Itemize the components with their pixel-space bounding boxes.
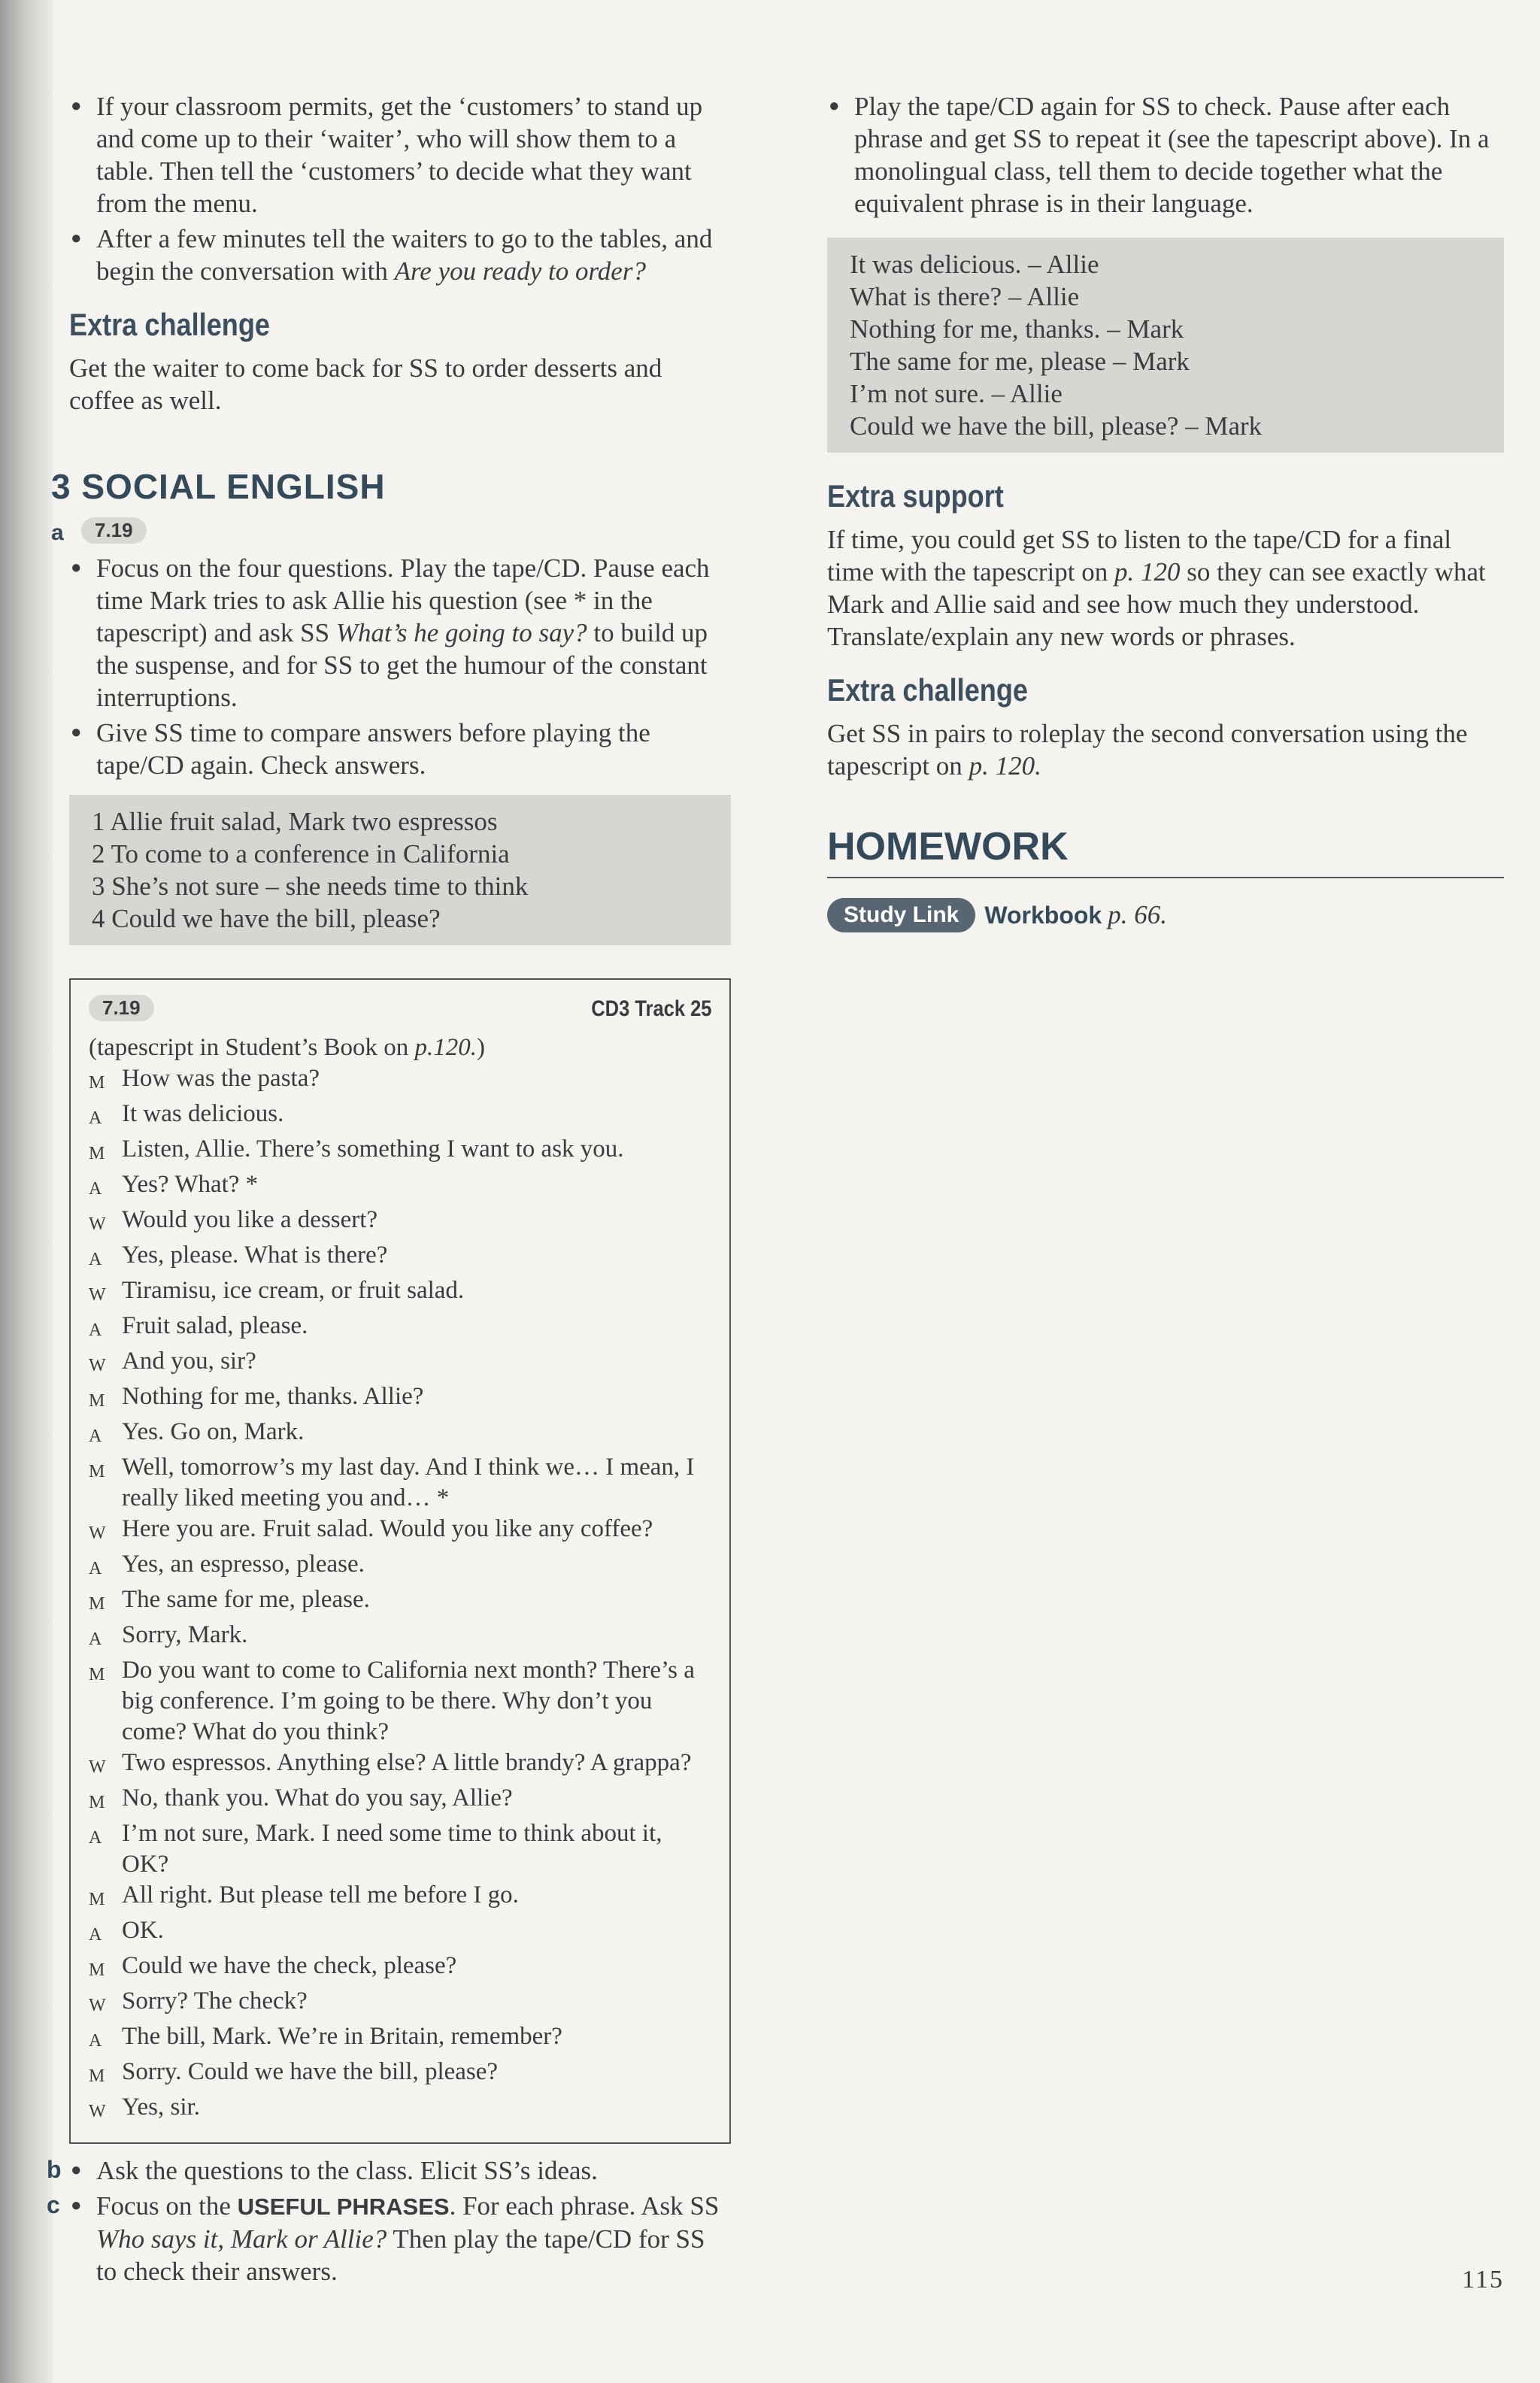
speaker-label: M: [89, 1960, 106, 1980]
sub-b-letter: b: [47, 2156, 62, 2183]
speaker-text: Yes, an espresso, please.: [122, 1551, 365, 1578]
tapescript-line: [89, 1818, 711, 1880]
speaker-label: A: [89, 1179, 103, 1199]
tapescript-line: [89, 1915, 711, 1951]
sub-b-bullet: ● Ask the questions to the class. Elicit SS’s ideas.: [69, 2154, 731, 2187]
tapescript-line: [89, 2057, 711, 2092]
speaker-label: A: [89, 1630, 103, 1649]
speaker-label: A: [89, 1925, 103, 1945]
speaker-label: W: [89, 2102, 107, 2121]
speaker-text: It was delicious.: [122, 1100, 284, 1127]
tapescript-cd-track: CD3 Track 25: [590, 996, 711, 1021]
workbook-page: p. 66.: [1108, 900, 1167, 929]
right-bullet-1: ● Play the tape/CD again for SS to check. Pause after each phrase and get SS to repeat it (see the tapescript above). In a monolingual class, tell them to decide together what the equivalent phrase is in their language.: [827, 90, 1504, 220]
tapescript-lines: [89, 1063, 711, 2127]
sub-b: [47, 2154, 731, 2187]
social-english-bullets: [69, 552, 731, 781]
tapescript-header: [89, 993, 711, 1029]
tapescript-line: [89, 1584, 711, 1620]
sub-a-row: [51, 514, 731, 552]
social-bullet-2: ● Give SS time to compare answers before playing the tape/CD again. Check answers.: [69, 717, 731, 781]
homework-heading: HOMEWORK: [827, 824, 1504, 878]
tapescript-line: [89, 1346, 711, 1381]
speaker-label: M: [89, 1793, 106, 1812]
tapescript-line: [89, 1748, 711, 1783]
extra-support-heading: Extra support: [827, 478, 1004, 514]
speaker-text: Could we have the check, please?: [122, 1952, 457, 1979]
tapescript-line: [89, 1452, 711, 1514]
speaker-label: A: [89, 1426, 103, 1446]
tapescript-line: [89, 1951, 711, 1986]
book-binding-shadow: [0, 0, 53, 2383]
speaker-text: I’m not sure, Mark. I need some time to think about it, OK?: [122, 1820, 662, 1878]
social-english-heading: 3 SOCIAL ENGLISH: [51, 467, 386, 506]
tapescript-line: [89, 1205, 711, 1240]
speaker-label: W: [89, 1523, 107, 1543]
intro-bullet-1: ● If your classroom permits, get the ‘customers’ to stand up and come up to their ‘waiter’, who will show them to a table. Then tell the ‘customers’ to decide what they want from the menu.: [69, 90, 731, 220]
speaker-text: Yes. Go on, Mark.: [122, 1418, 305, 1445]
answer-line: 4 Could we have the bill, please?: [92, 904, 441, 933]
sub-c-letter: c: [47, 2191, 60, 2218]
tapescript-note: (tapescript in Student’s Book on p.120.): [89, 1034, 486, 1061]
tapescript-line: [89, 1275, 711, 1311]
speaker-label: W: [89, 1996, 107, 2015]
page-number: 115: [1462, 2266, 1504, 2294]
speaker-label: W: [89, 1214, 107, 1234]
speaker-label: A: [89, 2031, 103, 2051]
tapescript-line: [89, 2092, 711, 2127]
speaker-text: Yes? What? *: [122, 1171, 259, 1198]
speaker-label: W: [89, 1285, 107, 1305]
extra-support-text: If time, you could get SS to listen to the tape/CD for a final time with the tapescript on p. 120 so they can see exactly what Mark and Allie said and see how much they understood. Translate/explain any new words or phrases.: [827, 525, 1486, 651]
intro-bullets: [69, 90, 731, 287]
tapescript-line: [89, 1240, 711, 1275]
speaker-label: A: [89, 1320, 103, 1340]
speaker-text: All right. But please tell me before I go.: [122, 1881, 519, 1909]
left-column: [47, 90, 731, 2291]
tapescript-line: [89, 1880, 711, 1915]
speaker-text: Yes, please. What is there?: [122, 1242, 388, 1269]
intro-bullet-2: ● After a few minutes tell the waiters to go to the tables, and begin the conversation with Are you ready to order?: [69, 223, 731, 287]
sub-a-letter: a: [51, 520, 64, 545]
speaker-label: M: [89, 1462, 106, 1481]
phrase-line: It was delicious. – Allie: [850, 250, 1099, 279]
speaker-text: The bill, Mark. We’re in Britain, remember?: [122, 2023, 562, 2050]
answer-box: [69, 795, 731, 945]
tapescript-line: [89, 1311, 711, 1346]
speaker-label: M: [89, 1890, 106, 1909]
sub-c-bullet: ● Focus on the USEFUL PHRASES. For each phrase. Ask SS Who says it, Mark or Allie? Then play the tape/CD for SS to check their answers.: [69, 2190, 731, 2287]
sub-c: [47, 2190, 731, 2287]
extra-challenge-heading-right: Extra challenge: [827, 672, 1029, 708]
tapescript-line: [89, 1134, 711, 1169]
phrase-line: Nothing for me, thanks. – Mark: [850, 314, 1184, 344]
tapescript-line: [89, 2021, 711, 2057]
speaker-label: W: [89, 1356, 107, 1375]
right-bullets: [827, 90, 1504, 220]
speaker-label: M: [89, 1391, 106, 1411]
speaker-text: The same for me, please.: [122, 1586, 370, 1613]
tapescript-line: [89, 1986, 711, 2021]
workbook-label: Workbook: [984, 901, 1102, 929]
tapescript-line: [89, 1381, 711, 1417]
extra-challenge-text-right: Get SS in pairs to roleplay the second conversation using the tapescript on p. 120.: [827, 719, 1468, 781]
tapescript-track-badge: 7.19: [89, 995, 154, 1021]
tapescript-line: [89, 1099, 711, 1134]
speaker-text: Yes, sir.: [122, 2093, 200, 2121]
speaker-text: Here you are. Fruit salad. Would you like any coffee?: [122, 1515, 653, 1542]
speaker-text: Would you like a dessert?: [122, 1206, 378, 1233]
speaker-text: No, thank you. What do you say, Allie?: [122, 1784, 513, 1812]
phrase-line: The same for me, please – Mark: [850, 347, 1190, 376]
social-bullet-1: ● Focus on the four questions. Play the tape/CD. Pause each time Mark tries to ask Allie his question (see * in the tapescript) and ask SS What’s he going to say? to build up the suspense, and for SS to get the humour of the constant interruptions.: [69, 552, 731, 714]
tapescript-line: [89, 1655, 711, 1748]
tapescript-line: [89, 1063, 711, 1099]
speaker-text: Listen, Allie. There’s something I want to ask you.: [122, 1135, 624, 1163]
tapescript-line: [89, 1169, 711, 1205]
answer-line: 2 To come to a conference in California: [92, 839, 510, 869]
tapescript-line: [89, 1620, 711, 1655]
speaker-text: Sorry. Could we have the bill, please?: [122, 2058, 499, 2085]
studylink-badge: Study Link: [827, 898, 975, 932]
speaker-text: Sorry, Mark.: [122, 1621, 248, 1648]
speaker-text: Fruit salad, please.: [122, 1312, 308, 1339]
studylink-row: [827, 898, 1504, 932]
tapescript-line: [89, 1514, 711, 1549]
tapescript-box: [69, 978, 731, 2144]
tapescript-line: [89, 1417, 711, 1452]
speaker-label: A: [89, 1828, 103, 1848]
phrase-line: I’m not sure. – Allie: [850, 379, 1063, 408]
speaker-text: Nothing for me, thanks. Allie?: [122, 1383, 424, 1410]
speaker-label: M: [89, 1594, 106, 1614]
speaker-text: Two espressos. Anything else? A little brandy? A grappa?: [122, 1749, 692, 1776]
speaker-text: Tiramisu, ice cream, or fruit salad.: [122, 1277, 465, 1304]
answer-line: 1 Allie fruit salad, Mark two espressos: [92, 807, 498, 836]
audio-track-badge: 7.19: [81, 517, 147, 544]
speaker-text: Well, tomorrow’s my last day. And I think we… I mean, I really liked meeting you and… *: [122, 1454, 695, 1511]
speaker-text: How was the pasta?: [122, 1065, 320, 1092]
intro-bullet-2-italic: Are you ready to order?: [394, 256, 646, 286]
speaker-label: A: [89, 1559, 103, 1578]
tapescript-line: [89, 1783, 711, 1818]
speaker-text: Do you want to come to California next month? There’s a big conference. I’m going to be there. Why don’t you come? What do you think?: [122, 1657, 695, 1745]
extra-challenge-text: Get the waiter to come back for SS to order desserts and coffee as well.: [69, 353, 662, 415]
extra-challenge-heading: Extra challenge: [69, 307, 271, 342]
speaker-text: OK.: [122, 1917, 164, 1944]
speaker-label: M: [89, 1144, 106, 1163]
speaker-label: W: [89, 1757, 107, 1777]
speaker-label: M: [89, 1073, 106, 1093]
speaker-label: A: [89, 1250, 103, 1269]
phrases-box: [827, 238, 1504, 453]
phrase-line: What is there? – Allie: [850, 282, 1080, 311]
tapescript-line: [89, 1549, 711, 1584]
speaker-label: A: [89, 1108, 103, 1128]
speaker-label: M: [89, 2066, 106, 2086]
answer-line: 3 She’s not sure – she needs time to think: [92, 872, 529, 901]
speaker-text: And you, sir?: [122, 1348, 256, 1375]
useful-phrases-label: USEFUL PHRASES: [237, 2194, 450, 2220]
phrase-line: Could we have the bill, please? – Mark: [850, 411, 1263, 441]
right-column: [827, 90, 1504, 932]
speaker-text: Sorry? The check?: [122, 1987, 308, 2015]
speaker-label: M: [89, 1665, 106, 1684]
